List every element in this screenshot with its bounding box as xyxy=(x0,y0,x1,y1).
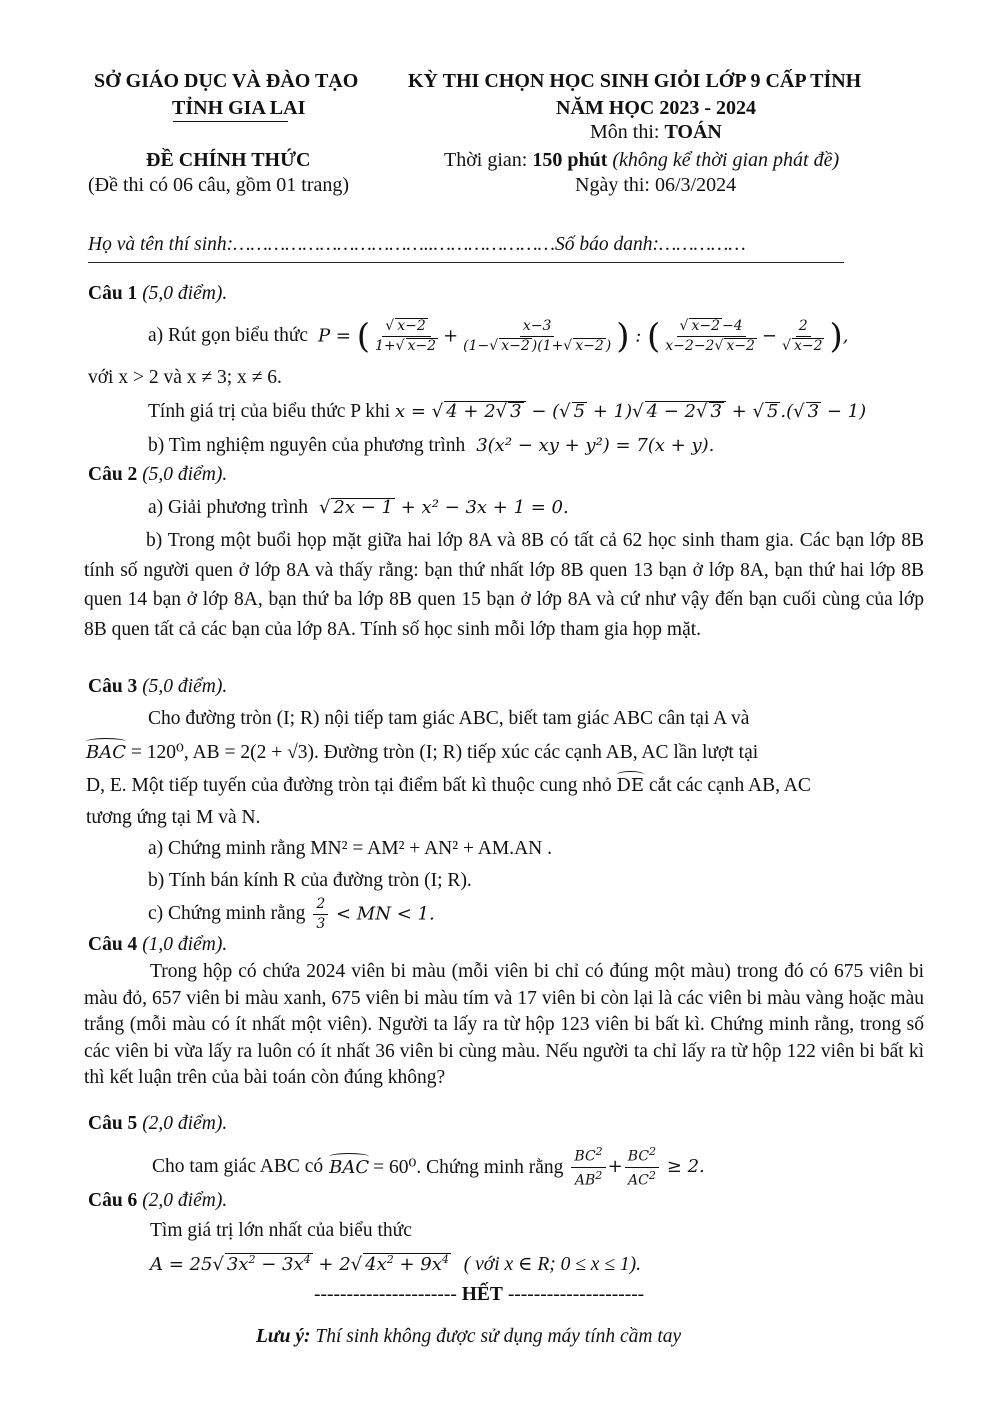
dept-name: SỞ GIÁO DỤC VÀ ĐÀO TẠO xyxy=(94,70,359,92)
q3-a: a) Chứng minh rằng MN² = AM² + AN² + AM.AN . xyxy=(148,838,552,859)
q1-points: (5,0 điểm). xyxy=(142,283,228,304)
q2-a-equation-tail: + x² − 3x + 1 = 0. xyxy=(400,497,569,518)
q1-condition: với x > 2 và x ≠ 3; x ≠ 6. xyxy=(88,367,282,388)
q5-points: (2,0 điểm). xyxy=(142,1113,228,1134)
subject-line xyxy=(590,121,722,144)
q5-tail: ≥ 2. xyxy=(666,1156,705,1177)
q3-b: b) Tính bán kính R của đường tròn (I; R). xyxy=(148,870,472,891)
subject-value: TOÁN xyxy=(664,121,722,143)
q6-points: (2,0 điểm). xyxy=(142,1190,228,1211)
q2-heading xyxy=(88,464,227,486)
q6-heading xyxy=(88,1190,227,1212)
q3-c-inequality: $\frac{2}{3}$ < MN < 1. xyxy=(311,896,434,933)
school-year: NĂM HỌC 2023 - 2024 xyxy=(556,97,756,119)
q6-text: Tìm giá trị lớn nhất của biểu thức xyxy=(150,1220,412,1241)
note-text: Thí sinh không được sử dụng máy tính cầm tay xyxy=(315,1326,682,1347)
q1-eval-line xyxy=(148,401,866,423)
q1-b-equation: 3(x² − xy + y²) = 7(x + y). xyxy=(476,435,715,456)
q2-a-equation: √ 2x − 1 + x² − 3x + 1 = 0. xyxy=(319,497,569,518)
q5-angle-bac: BAC xyxy=(329,1156,370,1178)
exam-title: KỲ THI CHỌN HỌC SINH GIỎI LỚP 9 CẤP TỈNH xyxy=(408,70,862,92)
q6-expression: A = 25√ $3x^2 - 3x^4 + 2√$ $4x^2 + 9x^4$ xyxy=(150,1254,451,1275)
q6-expression-line xyxy=(150,1252,641,1276)
end-word: HẾT xyxy=(461,1284,503,1305)
q1-heading xyxy=(88,283,227,305)
candidate-line: Họ và tên thí sinh:……………………………..…………………Số báo danh:…………… xyxy=(88,234,746,255)
q1-eval-text: Tính giá trị của biểu thức P khi xyxy=(148,401,391,422)
header-underline xyxy=(173,121,288,122)
end-dashes-left: ---------------------- xyxy=(314,1284,457,1305)
subject-label: Môn thi: xyxy=(590,121,660,143)
q3-points: (5,0 điểm). xyxy=(142,676,228,697)
end-line xyxy=(314,1284,644,1306)
end-dashes-right: --------------------- xyxy=(507,1284,645,1305)
q3-line2-tail: = 120⁰, AB = 2(2 + √3). Đường tròn (I; R) tiếp xúc các cạnh AB, AC lần lượt tại xyxy=(130,742,759,763)
time-line xyxy=(444,149,839,172)
q3-c-line xyxy=(148,895,435,932)
note-label: Lưu ý: xyxy=(256,1326,311,1347)
q1-x-value: x = √ 4 + 2√ 3 − (√ 5 + 1)√ 4 − 2√ 3 + √ 5 .(√ 3 − 1) xyxy=(395,401,866,422)
q6-condition: ( với x ∈ R; 0 ≤ x ≤ 1). xyxy=(463,1254,642,1275)
q2-b-paragraph: b) Trong một buổi họp mặt giữa hai lớp 8A và 8B có tất cả 62 học sinh tham gia. Các bạn lớp 8B tính số người quen ở lớp 8A và thấy rằng: bạn thứ nhất lớp 8B quen 13 bạn ở lớp 8A, bạn thứ hai lớp 8B quen 14 bạn ở lớp 8A, bạn thứ ba lớp 8B quen 15 bạn ở lớp 8A và cứ như vậy đến bạn cuối cùng của lớp 8B quen tất cả các bạn của lớp 8A. Tính số học sinh mỗi lớp tham gia họp mặt. xyxy=(84,530,924,640)
q5-title: Câu 5 xyxy=(88,1113,138,1134)
q3-line1: Cho đường tròn (I; R) nội tiếp tam giác ABC, biết tam giác ABC cân tại A và xyxy=(148,708,750,729)
note-line xyxy=(256,1326,681,1348)
q3-heading xyxy=(88,676,227,698)
q2-a-text: a) Giải phương trình xyxy=(148,497,309,518)
q2-title: Câu 2 xyxy=(88,464,138,485)
q5-line xyxy=(152,1146,705,1188)
q5-angle-value: = 60⁰. Chứng minh rằng xyxy=(373,1157,564,1178)
q2-points: (5,0 điểm). xyxy=(142,464,228,485)
q1-a-line xyxy=(148,316,848,356)
q1-b-text: b) Tìm nghiệm nguyên của phương trình xyxy=(148,435,466,456)
time-label: Thời gian: xyxy=(444,149,528,171)
q4-points: (1,0 điểm). xyxy=(142,934,228,955)
q5-inequality: $\frac{BC^2}{AB^2}$ + $\frac{BC^2}{AC^2}$ ≥ 2. xyxy=(569,1145,704,1189)
q5-heading xyxy=(88,1113,227,1135)
official-note: (Đề thi có 06 câu, gồm 01 trang) xyxy=(88,174,350,196)
q1-a-text: a) Rút gọn biểu thức xyxy=(148,325,309,346)
q3-line4: tương ứng tại M và N. xyxy=(86,807,261,828)
province-name: TỈNH GIA LAI xyxy=(172,97,306,119)
q3-line3b: cắt các cạnh AB, AC xyxy=(648,775,811,796)
q1-title: Câu 1 xyxy=(88,283,138,304)
header-divider xyxy=(88,262,844,263)
exam-date: Ngày thi: 06/3/2024 xyxy=(575,174,737,196)
q3-line2 xyxy=(86,740,758,764)
q1-b-line xyxy=(148,435,714,457)
q3-title: Câu 3 xyxy=(88,676,138,697)
q1-a-expression: P = ( √ $\frac{x-2}{1+√ x-2}$ + $\frac{x-3}{(1-√ x-2 )(1+√ x-2 )}$ ) : ( √ $\frac{x-2 -4}{x-2-2√ x-2}$ − 2 √ x−2 ), xyxy=(318,318,848,355)
q3-c-tail: < MN < 1. xyxy=(336,903,435,924)
q3-line3a: D, E. Một tiếp tuyến của đường tròn tại điểm bất kì thuộc cung nhỏ xyxy=(86,775,612,796)
q3-angle-bac: BAC xyxy=(86,742,126,763)
q6-title: Câu 6 xyxy=(88,1190,138,1211)
q4-paragraph: Trong hộp có chứa 2024 viên bi màu (mỗi viên bi chỉ có đúng một màu) trong đó có 675 viên bi màu đỏ, 657 viên bi màu xanh, 675 viên bi màu tím và 17 viên bi còn lại là các viên bi màu vàng hoặc màu trắng (mỗi màu có ít nhất một viên). Người ta lấy ra từ hộp 123 viên bi bất kì. Chứng minh rằng, trong số các viên bi vừa lấy ra luôn có ít nhất 36 viên bi cùng màu. Nếu người ta chỉ lấy ra từ hộp 122 viên bi bất kì thì kết luận trên của bài toán còn đúng không? xyxy=(84,961,924,1088)
q2-a-line xyxy=(148,497,569,519)
time-note: (không kể thời gian phát đề) xyxy=(612,149,840,171)
q3-line3 xyxy=(86,775,811,797)
q4-title: Câu 4 xyxy=(88,934,138,955)
q3-arc-de: DE xyxy=(616,775,645,796)
q5-text: Cho tam giác ABC có xyxy=(152,1156,324,1177)
q4-heading xyxy=(88,934,227,956)
time-value: 150 phút xyxy=(532,149,608,171)
q3-c-text: c) Chứng minh rằng xyxy=(148,903,306,924)
official-label: ĐỀ CHÍNH THỨC xyxy=(146,149,311,171)
